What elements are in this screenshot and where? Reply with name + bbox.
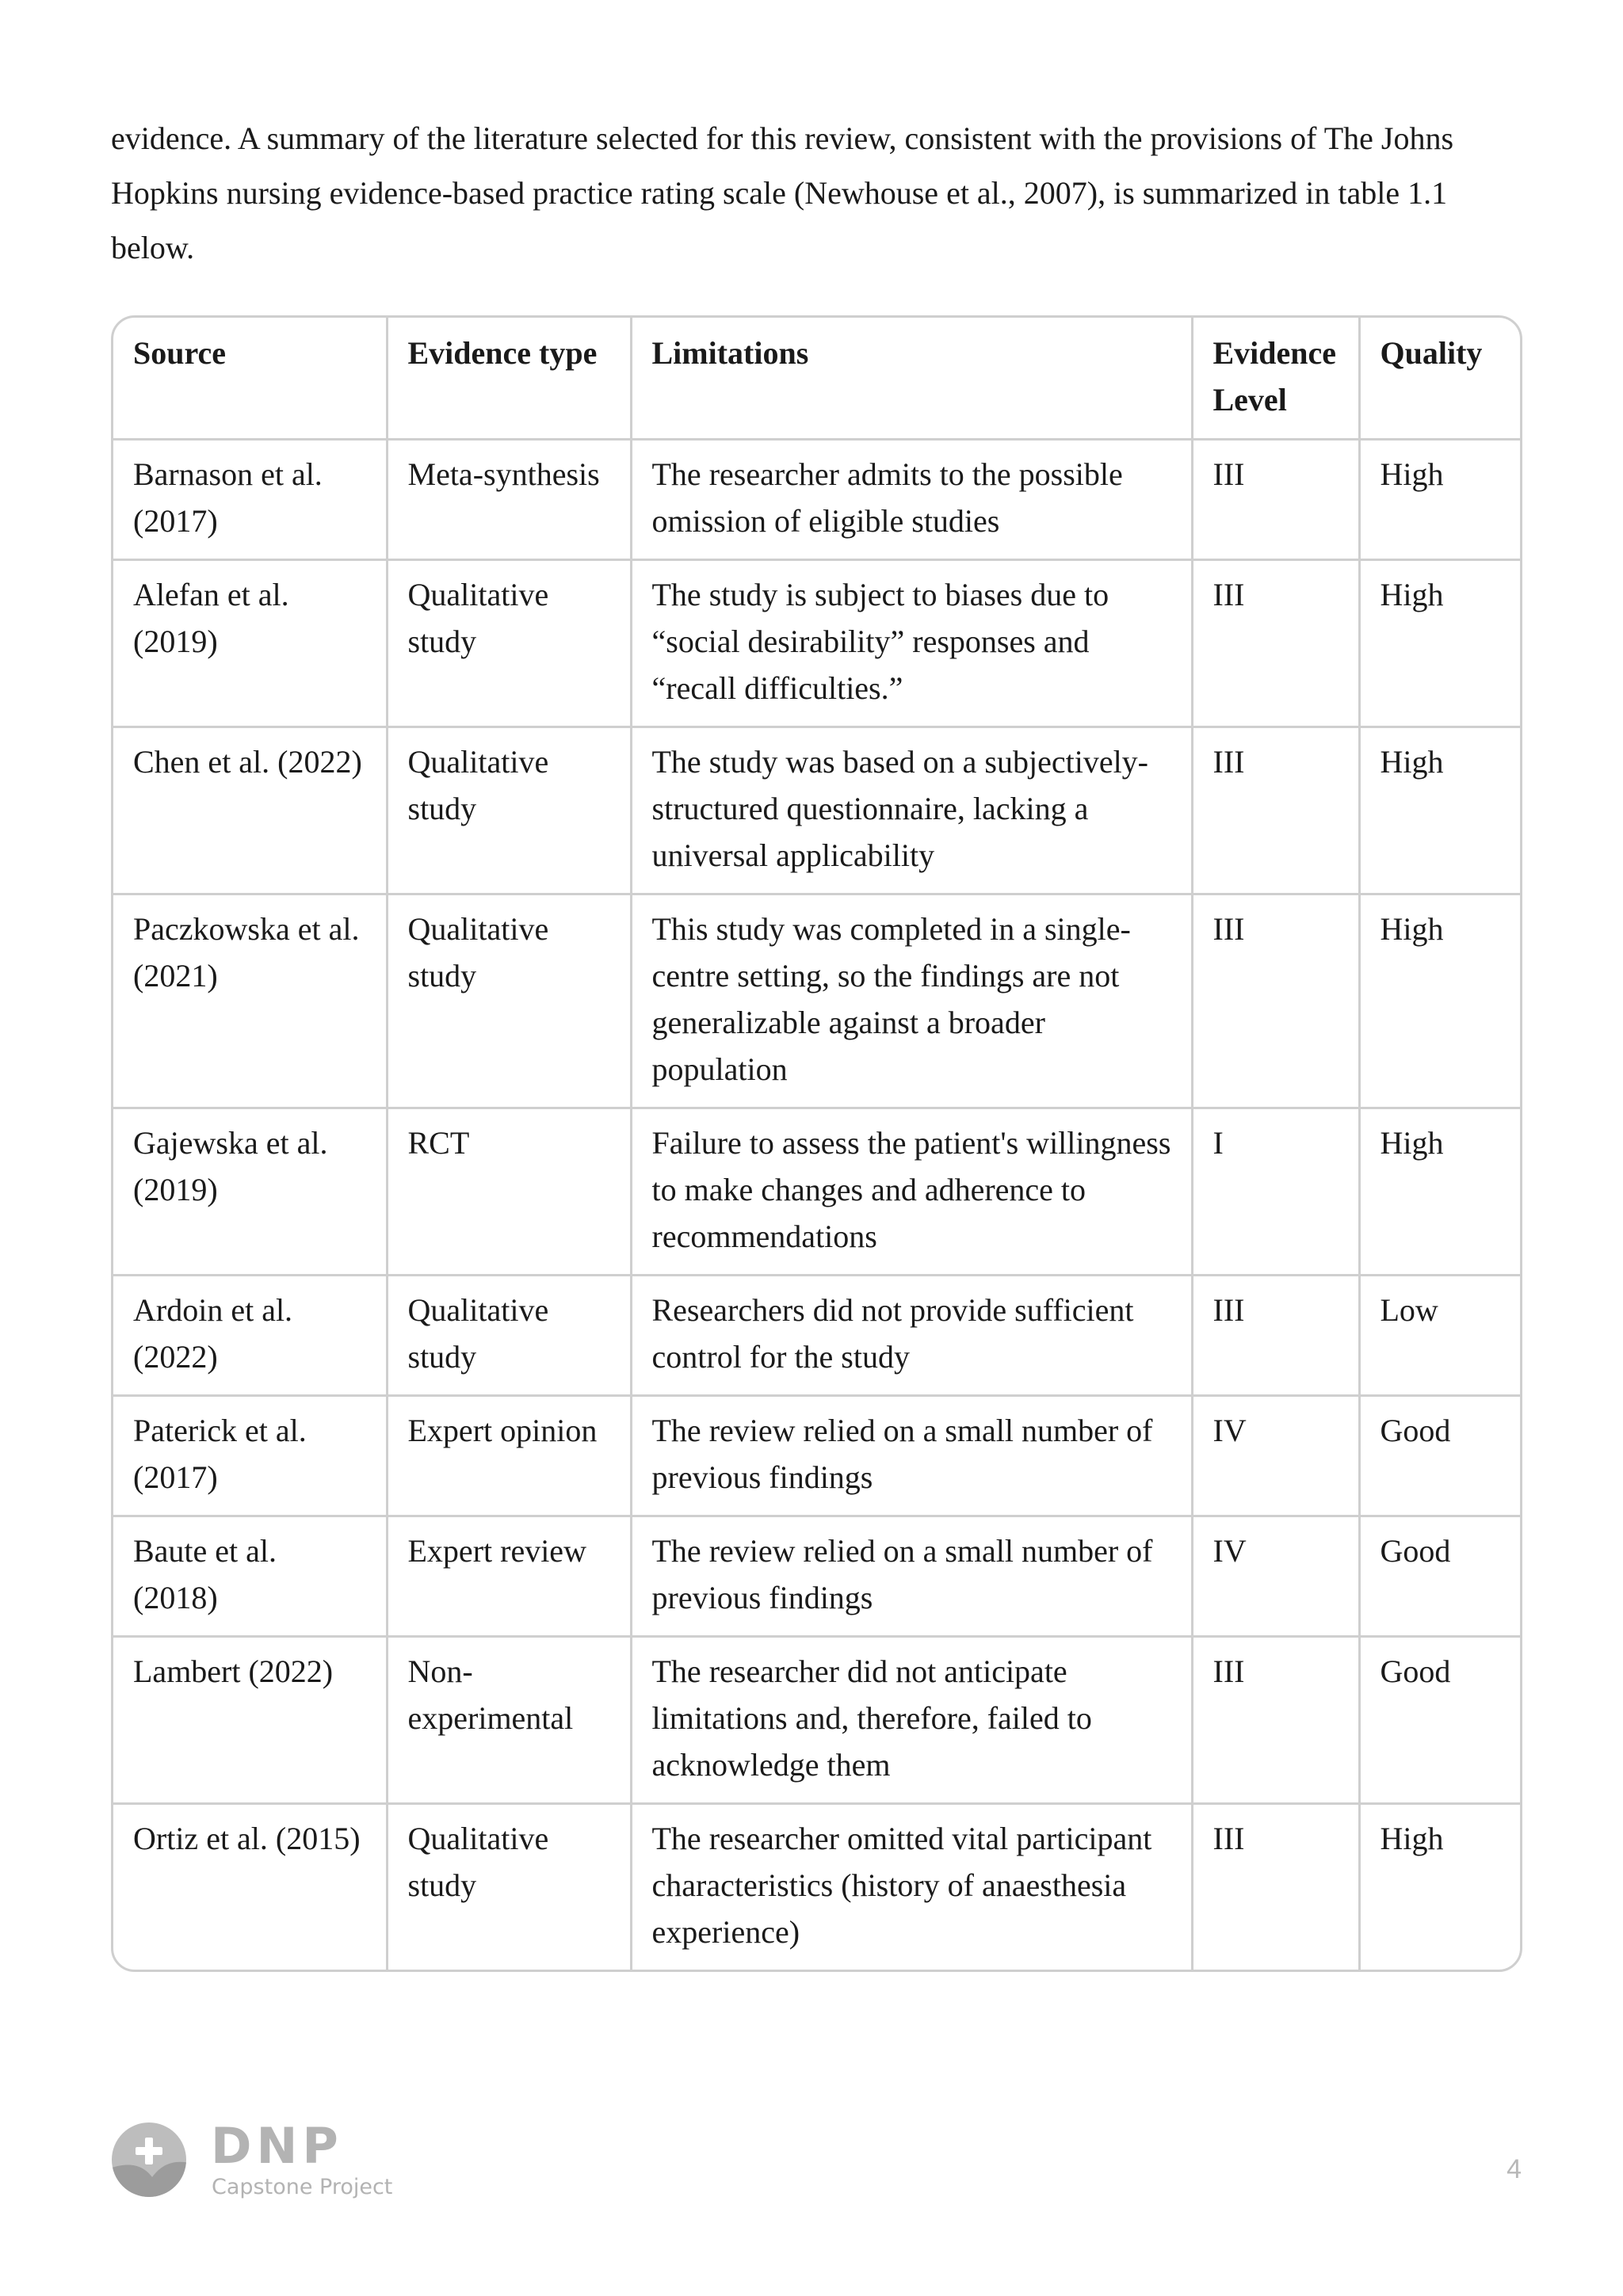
table-header-row [113,318,1522,440]
table-row [113,1396,1522,1516]
cell-quality: Good [1359,1637,1522,1804]
cell-quality: High [1359,894,1522,1108]
cell-quality: Low [1359,1276,1522,1396]
header-evidence-type: Evidence type [387,318,631,440]
cell-evidence-type: Meta-synthesis [387,440,631,560]
table-row [113,1516,1522,1637]
table-row [113,440,1522,560]
table-row [113,1804,1522,1970]
table-row [113,1637,1522,1804]
table-row [113,1108,1522,1276]
cell-limitations: Failure to assess the patient's willingness to make changes and adherence to recommendations [631,1108,1192,1276]
logo-title: DNP [211,2117,343,2175]
cell-evidence-level: IV [1192,1516,1359,1637]
logo-subtitle: Capstone Project [212,2175,393,2199]
plus-in-circle-icon [111,2122,187,2198]
cell-quality: High [1380,1821,1444,1856]
cell-source: Paterick et al. (2017) [113,1396,387,1516]
cell-evidence-type: Qualitative study [387,894,631,1108]
cell-source: Chen et al. (2022) [113,727,387,894]
cell-quality: High [1359,727,1522,894]
cell-source: Ortiz et al. (2015) [113,1804,387,1970]
cell-evidence-level: IV [1192,1396,1359,1516]
cell-evidence-level: III [1192,894,1359,1108]
table-row [113,727,1522,894]
cell-evidence-type: Non-experimental [387,1637,631,1804]
cell-limitations: The study was based on a subjectively-structured questionnaire, lacking a universal applicability [631,727,1192,894]
cell-limitations: The study is subject to biases due to “social desirability” responses and “recall difficulties.” [631,560,1192,727]
cell-quality: High [1359,440,1522,560]
cell-limitations: The review relied on a small number of previous findings [631,1396,1192,1516]
cell-evidence-type: RCT [387,1108,631,1276]
header-evidence-level: Evidence Level [1192,318,1359,440]
cell-evidence-level: III [1192,1637,1359,1804]
cell-limitations: Researchers did not provide sufficient control for the study [631,1276,1192,1396]
cell-evidence-level: III [1192,1276,1359,1396]
page-number: 4 [1507,2154,1522,2184]
dnp-logo [111,2117,428,2201]
cell-evidence-type: Qualitative study [387,560,631,727]
cell-source: Alefan et al. (2019) [113,560,387,727]
cell-evidence-level: III [1192,727,1359,894]
cell-evidence-type: Qualitative study [387,1276,631,1396]
cell-source: Gajewska et al. (2019) [113,1108,387,1276]
header-limitations: Limitations [631,318,1192,440]
cell-source: Barnason et al. (2017) [113,440,387,560]
header-quality: Quality [1359,318,1522,440]
cell-quality: High [1359,560,1522,727]
cell-source: Lambert (2022) [113,1637,387,1804]
cell-quality: Good [1359,1516,1522,1637]
table-row [113,1276,1522,1396]
cell-quality: Good [1359,1396,1522,1516]
cell-limitations: The researcher omitted vital participant characteristics (history of anaesthesia experience) [631,1804,1192,1970]
cell-limitations: The researcher admits to the possible omission of eligible studies [631,440,1192,560]
evidence-table-container [111,315,1522,1972]
header-source: Source [113,318,387,440]
cell-source: Baute et al. (2018) [113,1516,387,1637]
cell-evidence-type: Expert review [387,1516,631,1637]
cell-source: Ardoin et al. (2022) [113,1276,387,1396]
table-row [113,560,1522,727]
cell-evidence-type: Expert opinion [387,1396,631,1516]
cell-source: Paczkowska et al. (2021) [113,894,387,1108]
cell-evidence-type: Qualitative study [387,1804,631,1970]
cell-limitations: This study was completed in a single-centre setting, so the findings are not generalizable against a broader population [631,894,1192,1108]
cell-evidence-level: III [1192,440,1359,560]
cell-limitations: The review relied on a small number of previous findings [631,1516,1192,1637]
intro-paragraph: evidence. A summary of the literature selected for this review, consistent with the provisions of The Johns Hopkins nursing evidence-based practice rating scale (Newhouse et al., 2007), is summarized in table 1.1 below. [111,120,1454,265]
evidence-table [113,318,1522,1970]
cell-evidence-level: III [1192,560,1359,727]
cell-limitations: The researcher did not anticipate limitations and, therefore, failed to acknowledge them [631,1637,1192,1804]
cell-evidence-level: I [1192,1108,1359,1276]
table-row [113,894,1522,1108]
cell-evidence-level: III [1192,1804,1359,1970]
cell-quality: High [1359,1108,1522,1276]
cell-evidence-type: Qualitative study [387,727,631,894]
